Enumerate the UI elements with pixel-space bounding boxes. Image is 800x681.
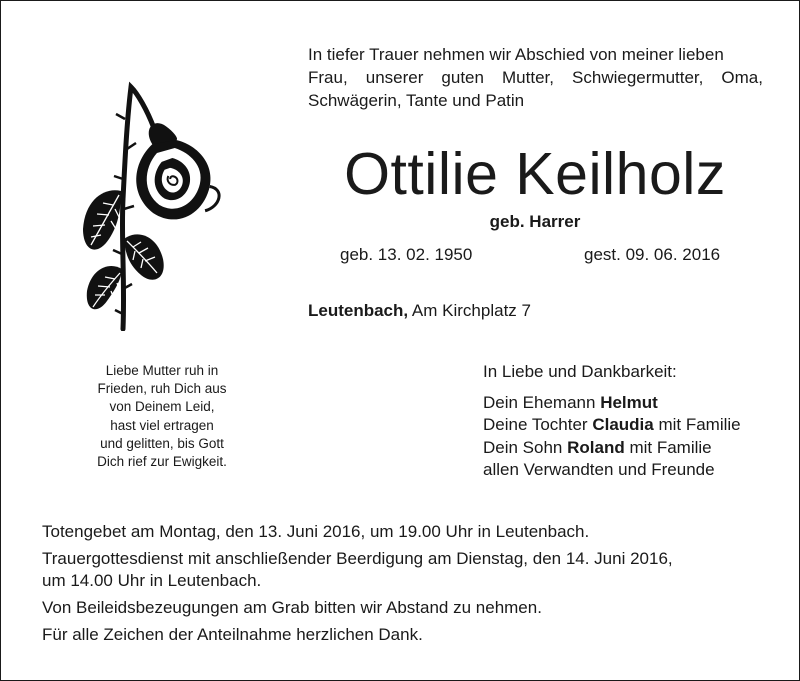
mourner-name: Roland bbox=[567, 437, 625, 457]
poem-line: Liebe Mutter ruh in bbox=[105, 363, 219, 378]
mourner-relation: Dein Ehemann bbox=[483, 392, 601, 412]
address-town: Leutenbach, bbox=[308, 301, 409, 320]
intro-word: guten bbox=[441, 68, 484, 87]
rosary-info: Totengebet am Montag, den 13. Juni 2016, um 19.00 Uhr in Leutenbach. bbox=[42, 522, 590, 541]
funeral-info-line-2: um 14.00 Uhr in Leutenbach. bbox=[42, 571, 262, 590]
birth-date: geb. 13. 02. 1950 bbox=[340, 245, 473, 264]
intro-word: unserer bbox=[365, 68, 424, 87]
poem-line: hast viel ertragen bbox=[110, 417, 214, 433]
mourner-relation: Dein Sohn bbox=[483, 437, 568, 457]
poem-line: und gelitten, bis Gott bbox=[100, 435, 224, 451]
mourner-line bbox=[483, 392, 741, 415]
wilted-rose-icon bbox=[75, 79, 235, 331]
address-street: Am Kirchplatz 7 bbox=[411, 301, 531, 320]
mourner-name: Helmut bbox=[600, 392, 658, 412]
poem-line: Frieden, ruh Dich aus bbox=[97, 381, 227, 397]
address bbox=[308, 300, 531, 322]
funeral-info-line-1: Trauergottesdienst mit anschließender Beerdigung am Dienstag, den 14. Juni 2016, bbox=[42, 549, 673, 568]
mourner-relation: allen Verwandten und Freunde bbox=[483, 460, 715, 479]
mourner-line bbox=[483, 437, 741, 460]
service-details bbox=[42, 521, 673, 646]
intro-line-1: In tiefer Trauer nehmen wir Abschied von meiner lieben bbox=[308, 45, 724, 64]
memorial-poem bbox=[65, 362, 259, 471]
mourner-suffix: mit Familie bbox=[653, 415, 741, 434]
mourner-suffix: mit Familie bbox=[624, 437, 712, 457]
intro-line-2 bbox=[308, 66, 763, 89]
mourners-heading: In Liebe und Dankbarkeit: bbox=[483, 362, 677, 381]
deceased-name: Ottilie Keilholz bbox=[344, 141, 726, 207]
intro-word: Frau, bbox=[308, 68, 348, 87]
mourners-list bbox=[483, 361, 741, 482]
intro-word: Oma, bbox=[721, 68, 763, 87]
mourner-relation: Deine Tochter bbox=[483, 415, 593, 434]
poem-line: Dich rief zur Ewigkeit. bbox=[97, 454, 227, 470]
mourner-line bbox=[483, 459, 741, 482]
intro-line-3: Schwägerin, Tante und Patin bbox=[308, 91, 525, 110]
thanks-note: Für alle Zeichen der Anteilnahme herzlichen Dank. bbox=[42, 625, 423, 644]
intro-word: Mutter, bbox=[502, 68, 554, 87]
maiden-name: geb. Harrer bbox=[489, 212, 581, 231]
poem-line: von Deinem Leid, bbox=[109, 399, 215, 415]
condolence-note: Von Beileidsbezeugungen am Grab bitten wir Abstand zu nehmen. bbox=[42, 598, 542, 617]
intro-word: Schwiegermutter, bbox=[572, 68, 704, 87]
mourner-line bbox=[483, 414, 741, 437]
death-date: gest. 09. 06. 2016 bbox=[584, 245, 721, 264]
mourner-name: Claudia bbox=[592, 415, 654, 434]
intro-text bbox=[308, 43, 763, 112]
